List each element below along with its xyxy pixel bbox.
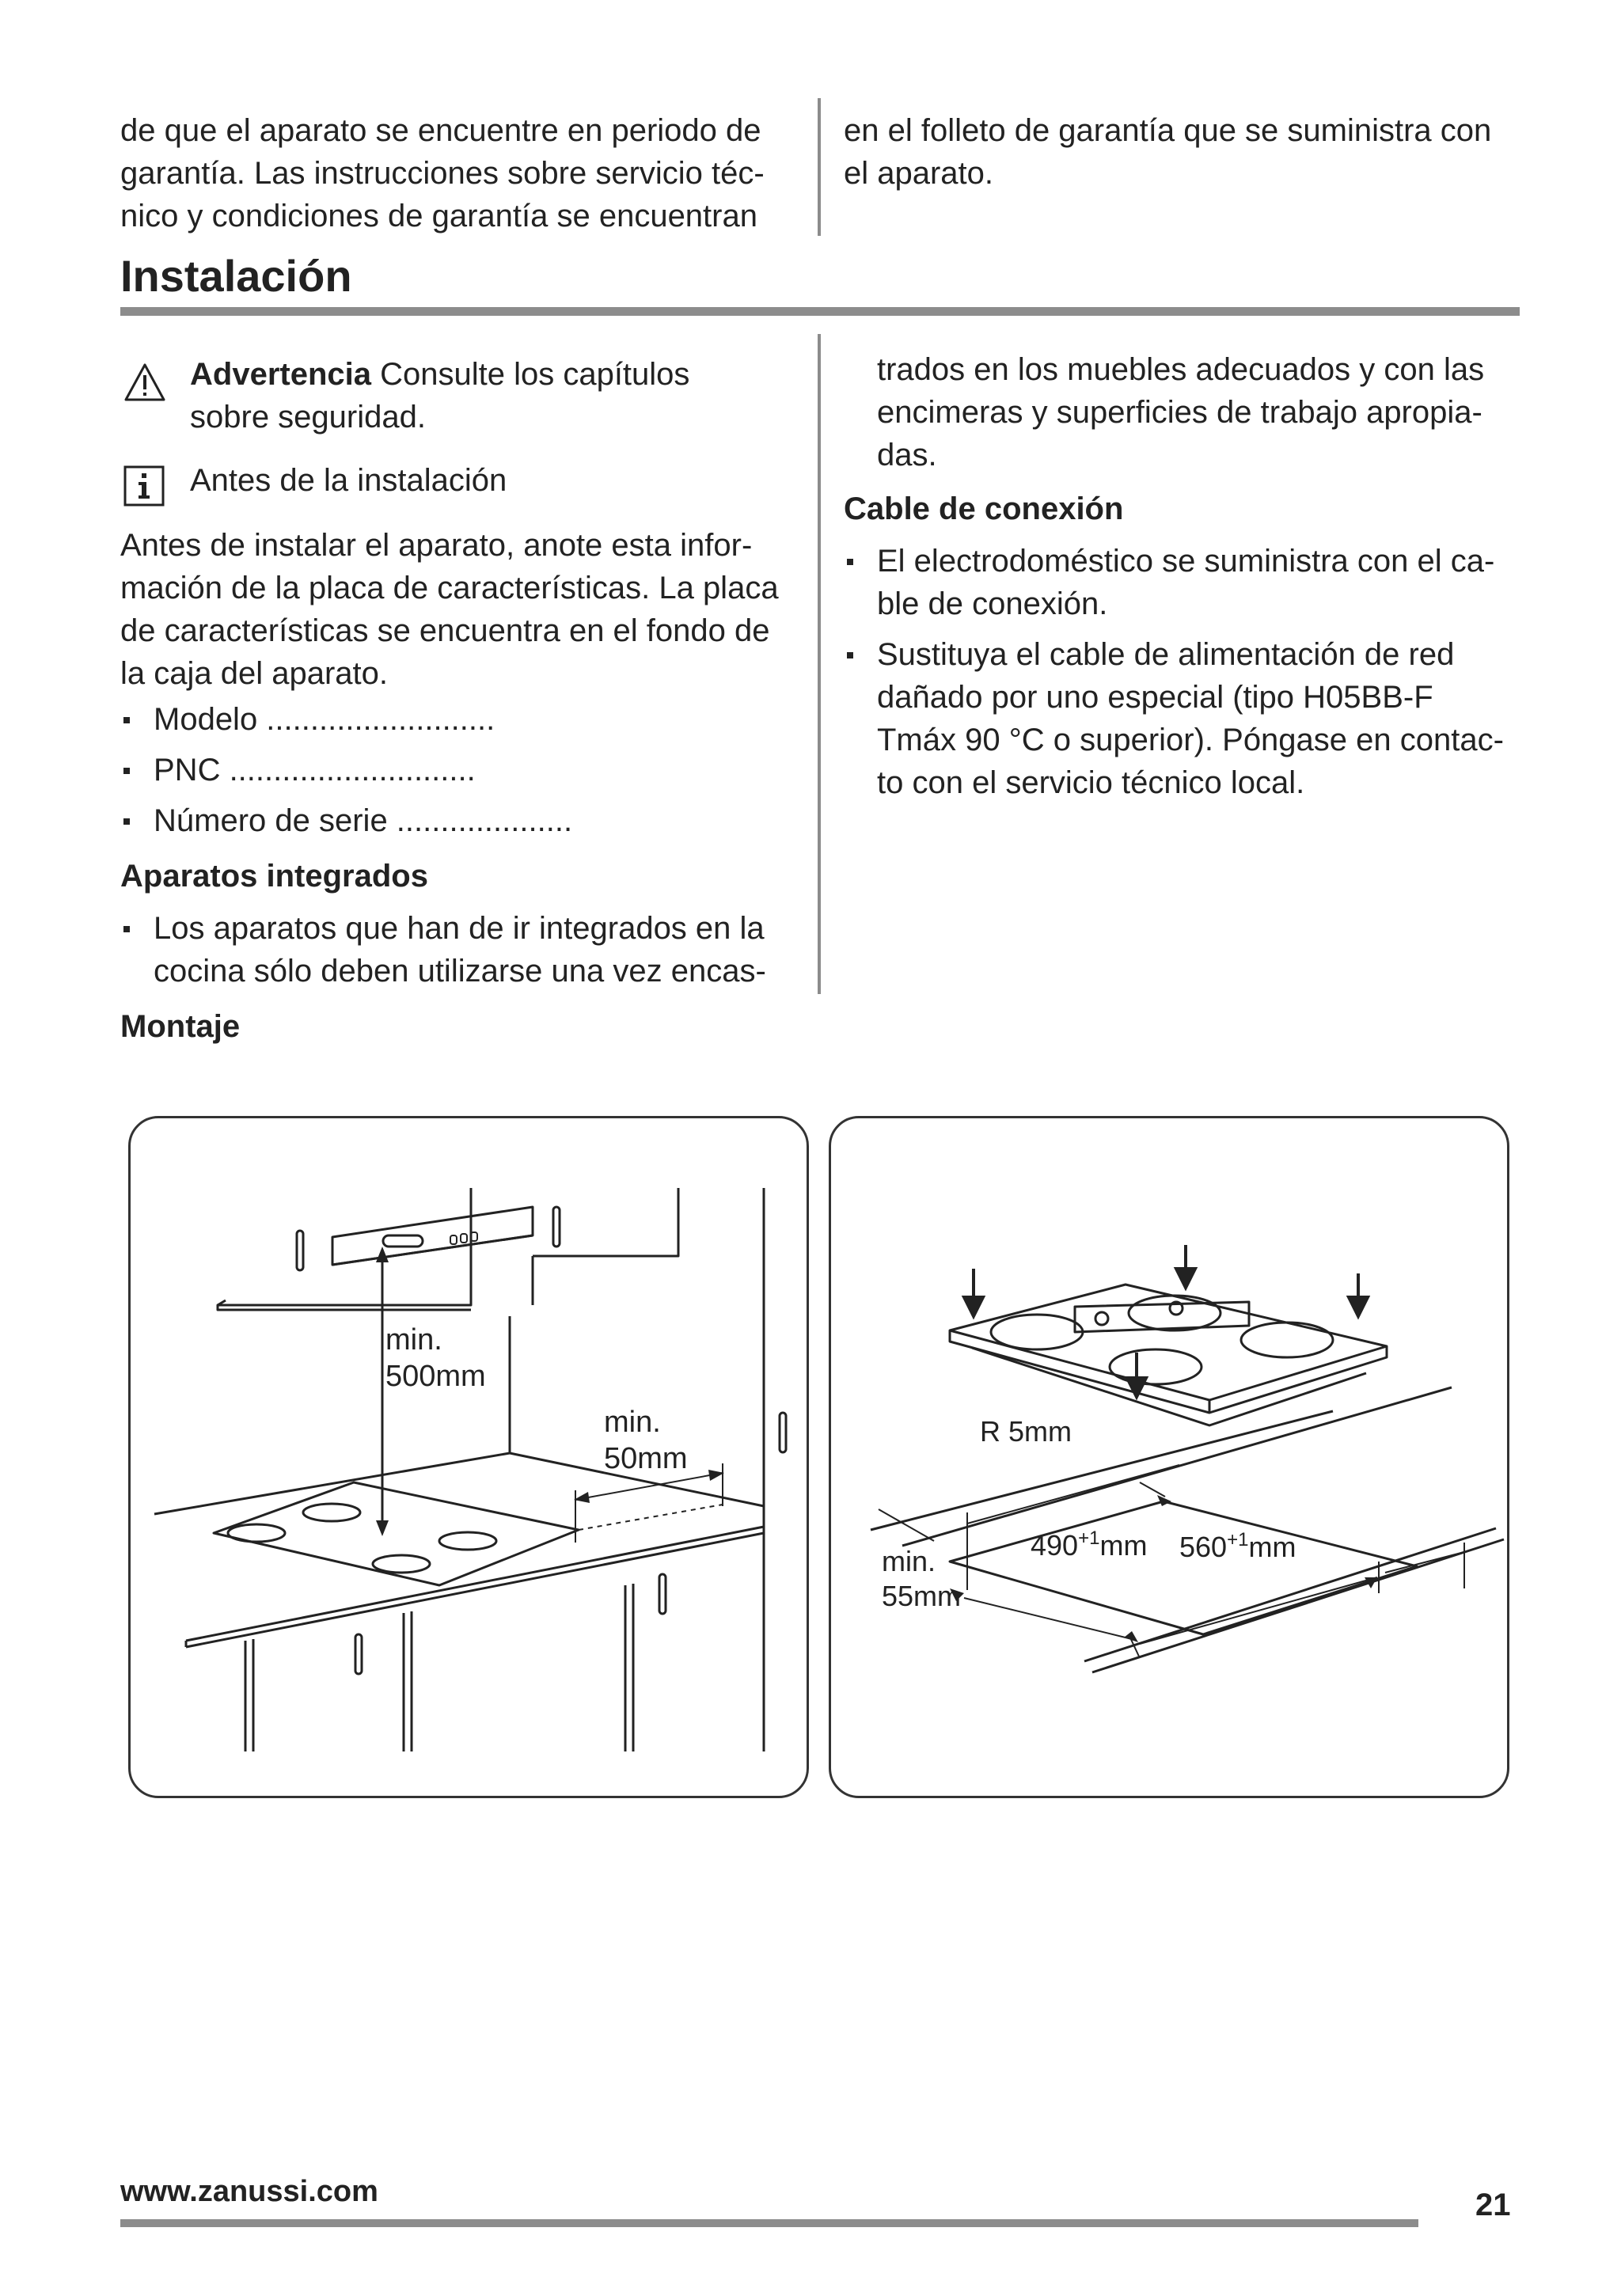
cable-list <box>844 540 1524 804</box>
text-line: trados en los muebles adecuados y con las <box>877 352 1485 387</box>
text-line: la caja del aparato. <box>120 656 389 691</box>
subheading-cable: Cable de conexión <box>844 491 1124 526</box>
column-divider <box>818 98 821 236</box>
side-gap-label-min: min. <box>604 1406 661 1439</box>
footer-url: www.zanussi.com <box>120 2175 378 2208</box>
top-left-text <box>120 109 801 237</box>
text-line: de características se encuentra en el fondo de <box>120 613 770 648</box>
info-icon <box>123 465 165 507</box>
info-text: Antes de la instalación <box>190 463 507 498</box>
text-line: Antes de instalar el aparato, anote esta infor- <box>120 528 753 563</box>
subheading-montaje: Montaje <box>120 1009 241 1044</box>
list-item <box>120 907 801 992</box>
cutout-depth-label: $490^{+1}mm$ <box>1031 1528 1148 1562</box>
side-gap-label-value: 50mm <box>604 1442 688 1475</box>
warning-triangle-icon <box>123 362 166 402</box>
info-block <box>120 459 801 507</box>
top-right-text <box>844 109 1524 195</box>
warning-label: Advertencia <box>190 357 371 392</box>
figure-clearances <box>128 1116 809 1798</box>
text-line: garantía. Las instrucciones sobre servicio téc- <box>120 156 765 191</box>
list-item <box>844 633 1524 804</box>
text-line: nico y condiciones de garantía se encuentran <box>120 199 757 233</box>
text-line: mación de la placa de características. La placa <box>120 571 779 605</box>
text-line: Sustituya el cable de alimentación de red <box>877 637 1455 672</box>
text-line: El electrodoméstico se suministra con el ca- <box>877 544 1495 579</box>
clearance-label-min: min. <box>385 1323 442 1357</box>
footer-rule <box>120 2219 1418 2227</box>
text-line: el aparato. <box>844 156 994 191</box>
info-field-pnc: PNC ............................ <box>120 749 801 791</box>
cutout-width-label: $560^{+1}mm$ <box>1179 1529 1296 1563</box>
clearance-label-value: 500mm <box>385 1360 486 1393</box>
column-divider <box>818 334 821 994</box>
section-title: Instalación <box>120 251 352 301</box>
text-line: ble de conexión. <box>877 586 1108 621</box>
text-line: encimeras y superficies de trabajo apropia- <box>877 395 1482 430</box>
page-number: 21 <box>1475 2188 1511 2222</box>
text-line: to con el servicio técnico local. <box>877 765 1305 800</box>
clearance-diagram <box>131 1118 807 1796</box>
figure-cutout <box>829 1116 1509 1798</box>
subheading-aparatos: Aparatos integrados <box>120 859 428 894</box>
edge-distance-label-value: 55mm <box>882 1580 962 1612</box>
warning-block <box>120 353 801 440</box>
info-field-list <box>120 698 801 842</box>
text-line: dañado por uno especial (tipo H05BB-F <box>877 680 1433 715</box>
radius-label: R 5mm <box>980 1415 1072 1448</box>
text-line: de que el aparato se encuentre en periodo de <box>120 113 761 148</box>
aparatos-continuation <box>877 348 1526 476</box>
warning-text-line2: sobre seguridad. <box>190 400 426 435</box>
list-item <box>844 540 1524 625</box>
section-rule <box>120 307 1520 316</box>
text-line: en el folleto de garantía que se suministra con <box>844 113 1492 148</box>
text-line: cocina sólo deben utilizarse una vez encas- <box>154 954 766 989</box>
edge-distance-label-min: min. <box>882 1545 936 1577</box>
warning-text: Consulte los capítulos <box>370 357 690 392</box>
text-line: Los aparatos que han de ir integrados en la <box>154 911 765 946</box>
text-line: das. <box>877 438 937 472</box>
aparatos-bullet <box>120 907 801 992</box>
info-field-model: Modelo .......................... <box>120 698 801 741</box>
info-field-serial: Número de serie .................... <box>120 799 801 842</box>
intro-paragraph <box>120 524 801 695</box>
cutout-diagram <box>831 1118 1507 1796</box>
text-line: Tmáx 90 °C o superior). Póngase en contac- <box>877 723 1504 757</box>
